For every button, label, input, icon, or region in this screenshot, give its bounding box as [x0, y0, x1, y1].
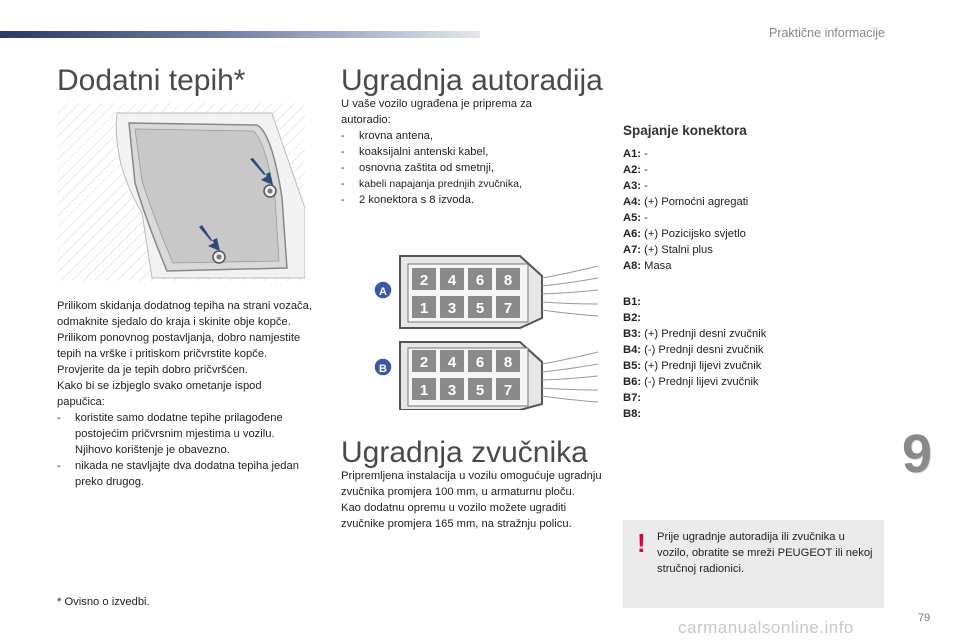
radio-intro: U vaše vozilo ugrađena je priprema za autoradio: — [341, 98, 532, 126]
connector-b-pin-list — [623, 294, 863, 422]
pin-label: 8 — [503, 354, 513, 371]
connector-b — [374, 342, 598, 410]
pin-row: B5: (+) Prednji lijevi zvučnik — [623, 360, 762, 372]
speakers-paragraph-2: Kao dodatnu opremu u vozilo možete ugraditi zvučnike promjera 165 mm, na stražnju policu. — [341, 502, 572, 530]
carpet-title: Dodatni tepih* — [57, 64, 246, 97]
pin-label: 2 — [419, 272, 429, 289]
speakers-title: Ugradnja zvučnika — [341, 436, 588, 469]
pin-label: 5 — [475, 382, 485, 399]
radio-bullet: - kabeli napajanja prednjih zvučnika, — [341, 178, 522, 190]
pin-label: 1 — [419, 382, 429, 399]
footnote: * Ovisno o izvedbi. — [57, 596, 150, 608]
pin-row: B8: — [623, 408, 642, 420]
connector-diagram — [370, 248, 600, 410]
header-bar — [0, 31, 480, 38]
radio-bullet: - osnovna zaštita od smetnji, — [341, 162, 494, 174]
pin-row: B7: — [623, 392, 642, 404]
pin-row: A3: - — [623, 180, 648, 192]
carpet-illustration — [57, 103, 305, 281]
pin-label: 3 — [447, 382, 457, 399]
pin-label: 7 — [503, 382, 513, 399]
pin-label: 3 — [447, 300, 457, 317]
carpet-paragraph-2: Prilikom ponovnog postavljanja, dobro namjestite tepih na vrške i pritiskom pričvrstite kopče. Provjerite da je tepih dobro pričvršćen. — [57, 332, 301, 376]
pin-row: B3: (+) Prednji desni zvučnik — [623, 328, 767, 340]
connector-a-pin-list — [623, 146, 863, 274]
pin-label: 4 — [447, 272, 457, 289]
radio-title: Ugradnja autoradija — [341, 64, 603, 97]
pin-row: A5: - — [623, 212, 648, 224]
pin-label: 8 — [503, 272, 513, 289]
connector-b-label: B — [379, 363, 387, 375]
pin-label: 4 — [447, 354, 457, 371]
pin-row: A4: (+) Pomoćni agregati — [623, 196, 749, 208]
connector-a — [374, 256, 598, 328]
page-number: 79 — [918, 612, 931, 624]
carpet-bullet: - nikada ne stavljajte dva dodatna tepiha jedan preko drugog. — [57, 460, 299, 488]
pin-row: A6: (+) Pozicijsko svjetlo — [623, 228, 746, 240]
watermark: carmanualsonline.info — [678, 618, 854, 637]
warning-text: Prije ugradnje autoradija ili zvučnika u vozilo, obratite se mreži PEUGEOT ili nekoj stručnoj radionici. — [657, 531, 873, 575]
pin-row: A2: - — [623, 164, 648, 176]
pin-label: 6 — [475, 354, 485, 371]
connectors-heading: Spajanje konektora — [623, 123, 747, 138]
pin-label: 7 — [503, 300, 513, 317]
pin-label: 5 — [475, 300, 485, 317]
pin-row: A8: Masa — [623, 260, 672, 272]
pin-label: 2 — [419, 354, 429, 371]
chapter-number: 9 — [902, 424, 933, 484]
speakers-paragraph-1: Pripremljena instalacija u vozilu omogućuje ugradnju zvučnika promjera 100 mm, u armaturnu ploču. — [341, 470, 602, 498]
radio-bullet: - koaksijalni antenski kabel, — [341, 146, 489, 158]
pin-row: A1: - — [623, 148, 648, 160]
pin-label: 6 — [475, 272, 485, 289]
pin-row: B4: (-) Prednji desni zvučnik — [623, 344, 764, 356]
warning-icon: ! — [637, 528, 646, 558]
pin-row: B1: — [623, 296, 642, 308]
connector-a-label: A — [379, 286, 387, 298]
carpet-paragraph-3: Kako bi se izbjeglo svako ometanje ispod papučica: — [57, 380, 262, 408]
warning-box — [623, 520, 884, 608]
section-title: Praktične informacije — [768, 26, 885, 40]
carpet-paragraph-1: Prilikom skidanja dodatnog tepiha na strani vozača, odmaknite sjedalo do kraja i skinite obje kopče. — [57, 300, 312, 328]
pin-label: 1 — [419, 300, 429, 317]
radio-bullet: - 2 konektora s 8 izvoda. — [341, 194, 475, 206]
pin-row: A7: (+) Stalni plus — [623, 244, 713, 256]
pin-row: B6: (-) Prednji lijevi zvučnik — [623, 376, 759, 388]
carpet-bullet: - koristite samo dodatne tepihe prilagođene postojećim pričvrsnim mjestima u vozilu. Njihovo korištenje je obavezno. — [57, 412, 283, 456]
radio-bullet: - krovna antena, — [341, 130, 434, 142]
pin-row: B2: — [623, 312, 642, 324]
